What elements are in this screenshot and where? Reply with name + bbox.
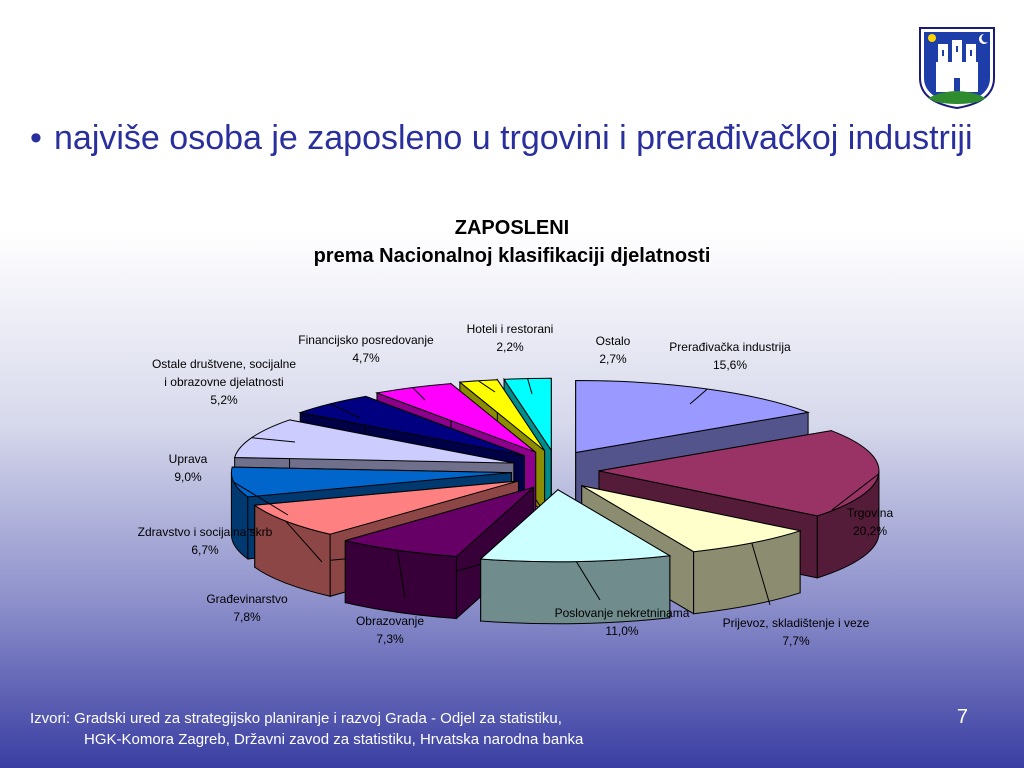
slice-name-label: Građevinarstvo — [206, 592, 288, 606]
slice-name-label: Poslovanje nekretninama — [554, 606, 690, 620]
slice-value-label: 2,7% — [599, 352, 627, 366]
slice-value-label: 7,8% — [233, 610, 261, 624]
slice-name-label: Uprava — [168, 452, 208, 466]
slice-value-label: 2,2% — [496, 340, 524, 354]
slice-value-label: 7,7% — [782, 634, 810, 648]
slice-name-label: Ostale društvene, socijalne — [151, 357, 297, 371]
page-number: 7 — [956, 706, 968, 728]
slice-name-label: Financijsko posredovanje — [298, 333, 434, 347]
sources-line-2: HGK-Komora Zagreb, Državni zavod za statistiku, Hrvatska narodna banka — [84, 731, 584, 748]
slice-name-label: Prerađivačka industrija — [669, 340, 791, 354]
slice-name-label: Zdravstvo i socijalna skrb — [137, 525, 273, 539]
slice-value-label: 7,3% — [376, 632, 404, 646]
slice-name-label: Hoteli i restorani — [466, 322, 554, 336]
sources-note — [30, 708, 750, 750]
slice-value-label: 11,0% — [605, 624, 639, 638]
slice-value-label: 6,7% — [191, 543, 219, 557]
slice-value-label: 20,2% — [852, 524, 888, 538]
slice-name-label: Obrazovanje — [355, 614, 425, 628]
bullet-symbol: • — [30, 119, 42, 157]
slice-name-label: Ostalo — [595, 334, 631, 348]
slice-value-label: 15,6% — [712, 358, 748, 372]
chart-title: ZAPOSLENI — [454, 217, 570, 239]
slice-value-label: 9,0% — [174, 470, 202, 484]
slice-name-label: Trgovina — [846, 506, 894, 520]
chart-subtitle: prema Nacionalnoj klasifikaciji djelatnosti — [313, 245, 711, 267]
sources-line-1: Izvori: Gradski ured za strategijsko planiranje i razvoj Grada - Odjel za statistiku, — [30, 710, 562, 727]
slice-value-label: 5,2% — [210, 393, 238, 407]
slice-name-label: Prijevoz, skladištenje i veze — [722, 616, 870, 630]
slice-name-label: i obrazovne djelatnosti — [164, 375, 284, 389]
slice-value-label: 4,7% — [352, 351, 380, 365]
bullet-text: najviše osoba je zaposleno u trgovini i prerađivačkoj industriji — [54, 119, 973, 157]
